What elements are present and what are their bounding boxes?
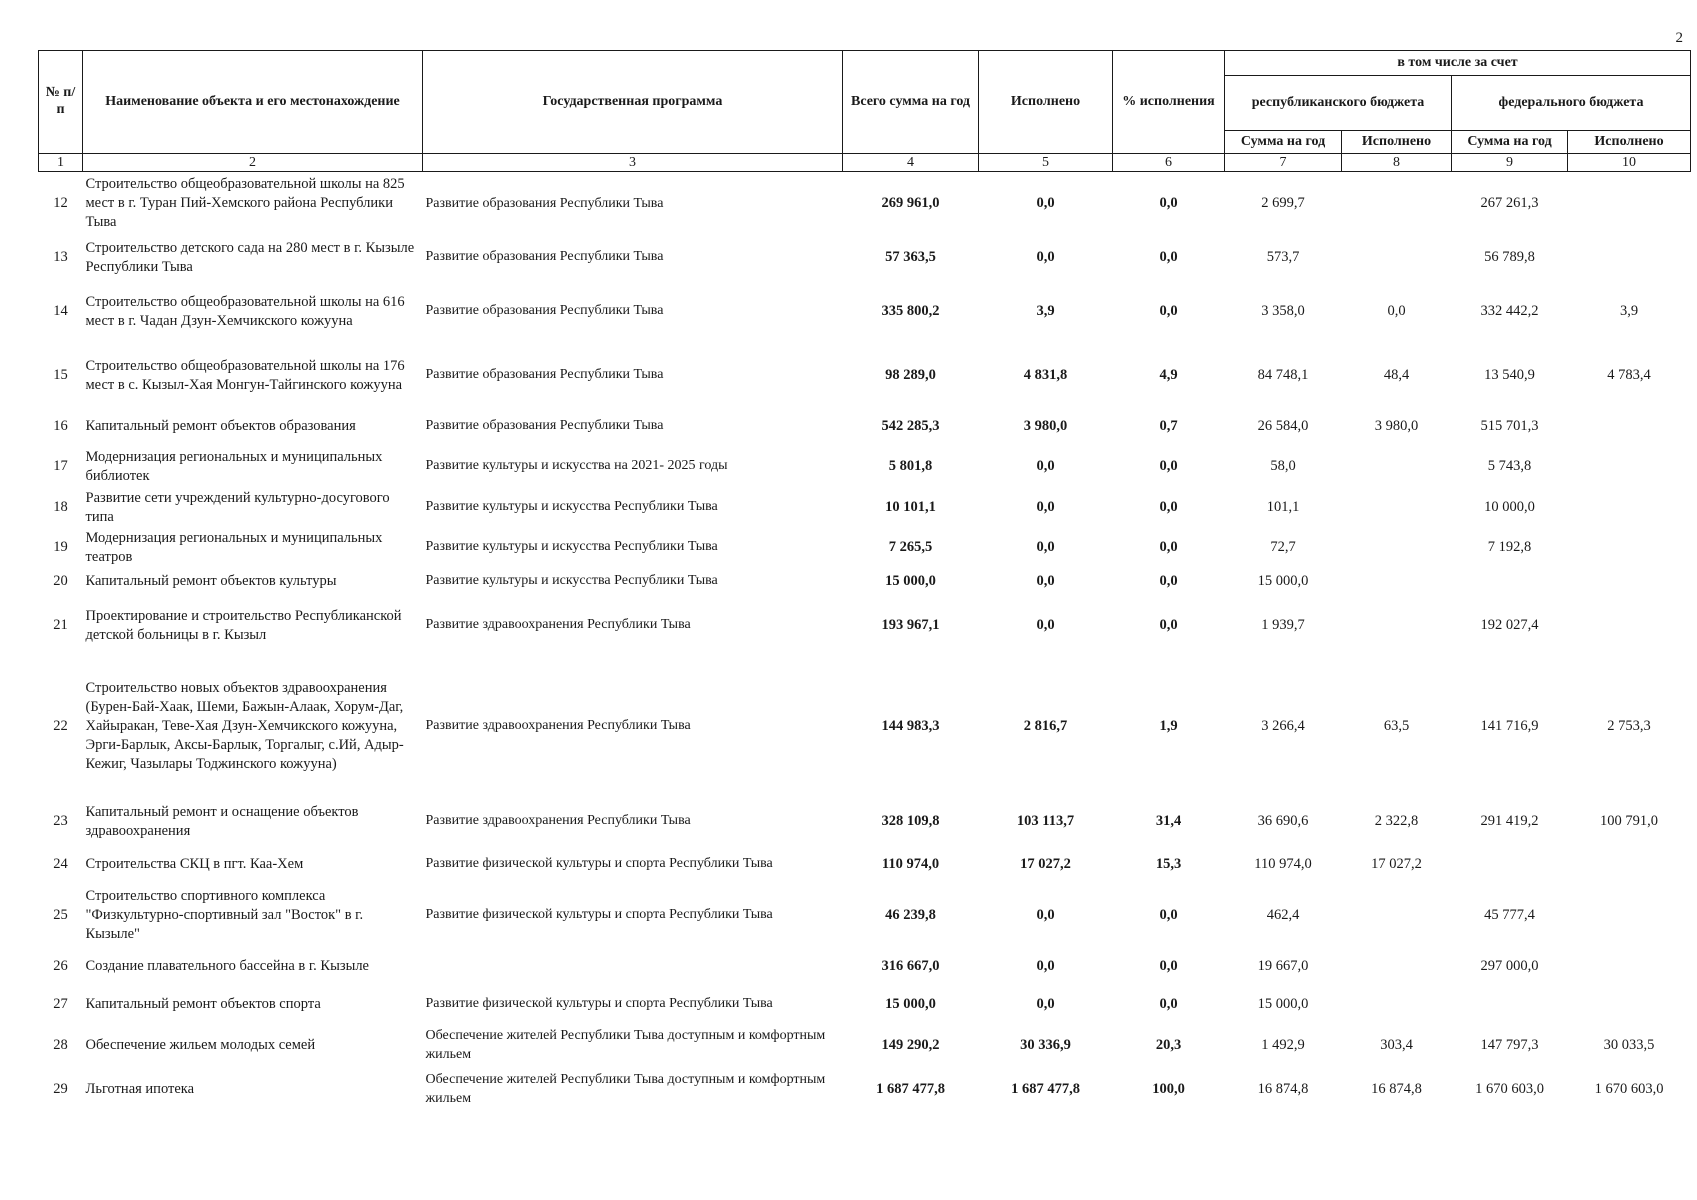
republic-sum: 15 000,0 xyxy=(1257,573,1309,590)
row-num: 26 xyxy=(53,958,68,975)
row-num: 22 xyxy=(53,718,68,735)
object-name: Модернизация региональных и муниципальных театров xyxy=(85,529,383,565)
execution-percent: 0,0 xyxy=(1159,958,1178,975)
total-sum: 110 974,0 xyxy=(881,856,940,873)
column-number: 6 xyxy=(1113,154,1225,172)
column-number: 1 xyxy=(39,154,83,172)
state-program: Развитие культуры и искусства на 2021- 2025 годы xyxy=(425,458,728,474)
table-row xyxy=(39,656,1691,798)
federal-sum: 7 192,8 xyxy=(1487,539,1532,556)
republic-sum: 72,7 xyxy=(1270,539,1296,556)
row-num: 21 xyxy=(53,617,68,634)
header-fed-sum: Сумма на год xyxy=(1452,131,1568,154)
federal-sum: 192 027,4 xyxy=(1480,617,1539,634)
row-num: 17 xyxy=(53,458,68,475)
state-program: Развитие культуры и искусства Республики Тыва xyxy=(425,539,718,555)
total-sum: 57 363,5 xyxy=(885,249,936,266)
object-name: Капитальный ремонт и оснащение объектов здравоохранения xyxy=(85,803,359,839)
federal-executed xyxy=(1568,408,1691,446)
federal-sum: 332 442,2 xyxy=(1480,303,1539,320)
republic-executed: 3 980,0 xyxy=(1374,418,1419,435)
executed-sum: 0,0 xyxy=(1036,195,1055,212)
federal-sum: 515 701,3 xyxy=(1480,418,1539,435)
row-num: 28 xyxy=(53,1037,68,1054)
republic-executed: 17 027,2 xyxy=(1371,856,1422,873)
executed-sum: 3,9 xyxy=(1036,303,1055,320)
republic-executed: 2 322,8 xyxy=(1374,813,1419,830)
column-number: 10 xyxy=(1568,154,1691,172)
state-program: Обеспечение жителей Республики Тыва доступным и комфортным жильем xyxy=(425,1028,826,1062)
state-program xyxy=(423,948,843,986)
republic-executed xyxy=(1342,488,1452,528)
republic-executed xyxy=(1342,172,1452,236)
table-row xyxy=(39,280,1691,344)
header-total: Всего сумма на год xyxy=(843,51,979,154)
state-program: Развитие образования Республики Тыва xyxy=(425,303,664,319)
executed-sum: 2 816,7 xyxy=(1023,718,1068,735)
table-row xyxy=(39,446,1691,488)
executed-sum: 0,0 xyxy=(1036,499,1055,516)
column-number: 3 xyxy=(423,154,843,172)
republic-executed xyxy=(1342,528,1452,568)
table-row xyxy=(39,172,1691,236)
state-program: Обеспечение жителей Республики Тыва доступным и комфортным жильем xyxy=(425,1072,826,1106)
republic-sum: 15 000,0 xyxy=(1257,996,1309,1013)
republic-sum: 110 974,0 xyxy=(1254,856,1312,873)
header-rep-sum: Сумма на год xyxy=(1225,131,1342,154)
total-sum: 328 109,8 xyxy=(881,813,940,830)
table-row xyxy=(39,488,1691,528)
object-name: Строительство общеобразовательной школы на 825 мест в г. Туран Пий-Хемского района Республики Тыва xyxy=(85,176,405,231)
republic-executed: 16 874,8 xyxy=(1371,1081,1422,1098)
total-sum: 98 289,0 xyxy=(885,367,936,384)
executed-sum: 4 831,8 xyxy=(1023,367,1068,384)
total-sum: 269 961,0 xyxy=(881,195,940,212)
republic-executed xyxy=(1342,568,1452,596)
table-row xyxy=(39,986,1691,1024)
state-program: Развитие здравоохранения Республики Тыва xyxy=(425,617,691,633)
row-num: 15 xyxy=(53,367,68,384)
state-program: Развитие культуры и искусства Республики Тыва xyxy=(425,499,718,515)
republic-sum: 19 667,0 xyxy=(1257,958,1309,975)
object-name: Льготная ипотека xyxy=(85,1081,195,1098)
object-name: Создание плавательного бассейна в г. Кызыле xyxy=(85,958,369,975)
republic-sum: 26 584,0 xyxy=(1257,418,1309,435)
row-num: 16 xyxy=(53,418,68,435)
header-program: Государственная программа xyxy=(423,51,843,154)
row-num: 24 xyxy=(53,856,68,873)
row-num: 12 xyxy=(53,195,68,212)
header-num: № п/п xyxy=(39,51,83,154)
federal-sum: 147 797,3 xyxy=(1480,1037,1539,1054)
object-name: Капитальный ремонт объектов спорта xyxy=(85,996,321,1013)
republic-executed xyxy=(1342,596,1452,656)
state-program: Развитие здравоохранения Республики Тыва xyxy=(425,718,691,734)
federal-sum: 45 777,4 xyxy=(1484,907,1535,924)
total-sum: 15 000,0 xyxy=(885,573,936,590)
republic-sum: 58,0 xyxy=(1270,458,1296,475)
execution-percent: 1,9 xyxy=(1159,718,1178,735)
execution-percent: 20,3 xyxy=(1155,1037,1182,1054)
republic-executed xyxy=(1342,236,1452,280)
table-row xyxy=(39,798,1691,846)
federal-sum: 297 000,0 xyxy=(1480,958,1539,975)
republic-sum: 36 690,6 xyxy=(1257,813,1309,830)
federal-sum xyxy=(1452,846,1568,884)
executed-sum: 30 336,9 xyxy=(1020,1037,1071,1054)
header-rep-exec: Исполнено xyxy=(1342,131,1452,154)
republic-sum: 3 358,0 xyxy=(1261,303,1305,320)
column-number: 8 xyxy=(1342,154,1452,172)
total-sum: 15 000,0 xyxy=(885,996,936,1013)
header-federal-budget: федерального бюджета xyxy=(1452,76,1691,131)
executed-sum: 0,0 xyxy=(1036,573,1055,590)
executed-sum: 0,0 xyxy=(1036,617,1055,634)
object-name: Строительство общеобразовательной школы на 616 мест в г. Чадан Дзун-Хемчикского кожууна xyxy=(85,293,405,329)
object-name: Капитальный ремонт объектов культуры xyxy=(85,573,337,590)
execution-percent: 0,0 xyxy=(1159,539,1178,556)
column-number: 2 xyxy=(83,154,423,172)
state-program: Развитие образования Республики Тыва xyxy=(425,249,664,265)
republic-executed: 0,0 xyxy=(1387,303,1406,320)
table-row xyxy=(39,846,1691,884)
total-sum: 335 800,2 xyxy=(881,303,940,320)
execution-percent: 100,0 xyxy=(1152,1081,1185,1098)
object-name: Модернизация региональных и муниципальных библиотек xyxy=(85,448,383,484)
total-sum: 542 285,3 xyxy=(881,418,940,435)
federal-executed xyxy=(1568,596,1691,656)
header-including: в том числе за счет xyxy=(1225,51,1691,76)
republic-sum: 16 874,8 xyxy=(1257,1081,1309,1098)
state-program: Развитие образования Республики Тыва xyxy=(425,367,664,383)
federal-executed: 30 033,5 xyxy=(1603,1037,1655,1054)
federal-executed xyxy=(1568,986,1691,1024)
total-sum: 316 667,0 xyxy=(881,958,940,975)
state-program: Развитие образования Республики Тыва xyxy=(425,418,664,434)
page-number: 2 xyxy=(1675,30,1683,46)
object-name: Строительство новых объектов здравоохранения (Бурен-Бай-Хаак, Шеми, Бажын-Алаак, Хорум-Даг, Хайыракан, Теве-Хая Дзун-Хемчикского кожууна, Эрги-Барлык, Аксы-Барлык, Торгалыг, с.Ий, Адыр-Кежиг, Чазылары Тоджинского кожууна) xyxy=(85,680,404,772)
table-row xyxy=(39,1068,1691,1112)
header-republic-budget: республиканского бюджета xyxy=(1225,76,1452,131)
federal-executed xyxy=(1568,528,1691,568)
total-sum: 144 983,3 xyxy=(881,718,940,735)
executed-sum: 1 687 477,8 xyxy=(1011,1081,1080,1098)
row-num: 23 xyxy=(53,813,68,830)
republic-executed xyxy=(1342,986,1452,1024)
column-number: 4 xyxy=(843,154,979,172)
table-row xyxy=(39,344,1691,408)
republic-sum: 101,1 xyxy=(1266,499,1300,516)
federal-executed xyxy=(1568,948,1691,986)
republic-executed: 48,4 xyxy=(1383,367,1410,384)
table-row xyxy=(39,884,1691,948)
executed-sum: 3 980,0 xyxy=(1023,418,1068,435)
row-num: 27 xyxy=(53,996,68,1013)
state-program: Развитие физической культуры и спорта Республики Тыва xyxy=(425,996,773,1012)
executed-sum: 17 027,2 xyxy=(1020,856,1071,873)
total-sum: 10 101,1 xyxy=(885,499,936,516)
row-num: 13 xyxy=(53,249,68,266)
executed-sum: 0,0 xyxy=(1036,958,1055,975)
execution-percent: 0,0 xyxy=(1159,195,1178,212)
header-executed: Исполнено xyxy=(979,51,1113,154)
total-sum: 46 239,8 xyxy=(885,907,936,924)
executed-sum: 0,0 xyxy=(1036,249,1055,266)
table-row xyxy=(39,568,1691,596)
federal-executed xyxy=(1568,568,1691,596)
republic-sum: 573,7 xyxy=(1266,249,1300,266)
table-row xyxy=(39,1024,1691,1068)
table-row xyxy=(39,948,1691,986)
federal-sum: 5 743,8 xyxy=(1487,458,1532,475)
object-name: Строительство детского сада на 280 мест в г. Кызыле Республики Тыва xyxy=(85,239,415,275)
object-name: Развитие сети учреждений культурно-досугового типа xyxy=(85,489,390,525)
republic-executed xyxy=(1342,446,1452,488)
execution-percent: 0,0 xyxy=(1159,499,1178,516)
row-num: 19 xyxy=(53,539,68,556)
total-sum: 1 687 477,8 xyxy=(876,1081,945,1098)
header-percent: % исполнения xyxy=(1113,51,1225,154)
total-sum: 7 265,5 xyxy=(888,539,933,556)
federal-sum: 1 670 603,0 xyxy=(1475,1081,1544,1098)
federal-sum: 141 716,9 xyxy=(1480,718,1539,735)
execution-percent: 4,9 xyxy=(1159,367,1178,384)
execution-percent: 0,7 xyxy=(1159,418,1178,435)
republic-sum: 84 748,1 xyxy=(1257,367,1309,384)
federal-sum xyxy=(1452,568,1568,596)
federal-sum: 56 789,8 xyxy=(1484,249,1535,266)
state-program: Развитие образования Республики Тыва xyxy=(425,195,664,211)
executed-sum: 103 113,7 xyxy=(1016,813,1075,830)
executed-sum: 0,0 xyxy=(1036,458,1055,475)
execution-percent: 0,0 xyxy=(1159,458,1178,475)
object-name: Обеспечение жильем молодых семей xyxy=(85,1037,316,1054)
object-name: Строительство спортивного комплекса "Физкультурно-спортивный зал "Восток" в г. Кызыле" xyxy=(85,888,364,942)
republic-executed: 63,5 xyxy=(1383,718,1410,735)
federal-executed: 4 783,4 xyxy=(1607,367,1651,384)
column-number: 9 xyxy=(1452,154,1568,172)
column-numbers-row xyxy=(39,154,1691,172)
execution-percent: 0,0 xyxy=(1159,907,1178,924)
header-fed-exec: Исполнено xyxy=(1568,131,1691,154)
federal-executed xyxy=(1568,846,1691,884)
state-program: Развитие физической культуры и спорта Республики Тыва xyxy=(425,856,773,872)
table-row xyxy=(39,528,1691,568)
table-row xyxy=(39,596,1691,656)
object-name: Строительства СКЦ в пгт. Каа-Хем xyxy=(85,856,304,873)
executed-sum: 0,0 xyxy=(1036,539,1055,556)
budget-table xyxy=(38,50,1691,1112)
column-number: 7 xyxy=(1225,154,1342,172)
state-program: Развитие здравоохранения Республики Тыва xyxy=(425,813,691,829)
execution-percent: 0,0 xyxy=(1159,249,1178,266)
federal-sum: 267 261,3 xyxy=(1480,195,1539,212)
execution-percent: 31,4 xyxy=(1155,813,1182,830)
republic-sum: 2 699,7 xyxy=(1261,195,1305,212)
republic-executed: 303,4 xyxy=(1380,1037,1413,1054)
row-num: 14 xyxy=(53,303,68,320)
federal-sum: 291 419,2 xyxy=(1480,813,1539,830)
federal-sum: 10 000,0 xyxy=(1484,499,1535,516)
executed-sum: 0,0 xyxy=(1036,907,1055,924)
executed-sum: 0,0 xyxy=(1036,996,1055,1013)
execution-percent: 15,3 xyxy=(1155,856,1182,873)
federal-executed xyxy=(1568,884,1691,948)
execution-percent: 0,0 xyxy=(1159,573,1178,590)
execution-percent: 0,0 xyxy=(1159,617,1178,634)
total-sum: 5 801,8 xyxy=(888,458,933,475)
table-row xyxy=(39,408,1691,446)
row-num: 18 xyxy=(53,499,68,516)
object-name: Строительство общеобразовательной школы на 176 мест в с. Кызыл-Хая Монгун-Тайгинского кожууна xyxy=(85,357,405,393)
total-sum: 149 290,2 xyxy=(881,1037,940,1054)
federal-executed xyxy=(1568,446,1691,488)
federal-executed: 3,9 xyxy=(1619,303,1639,320)
federal-executed xyxy=(1568,488,1691,528)
object-name: Проектирование и строительство Республиканской детской больницы в г. Кызыл xyxy=(85,607,402,643)
column-number: 5 xyxy=(979,154,1113,172)
row-num: 20 xyxy=(53,573,68,590)
republic-executed xyxy=(1342,884,1452,948)
federal-executed: 1 670 603,0 xyxy=(1594,1081,1664,1098)
republic-sum: 1 939,7 xyxy=(1261,617,1305,634)
row-num: 29 xyxy=(53,1081,68,1098)
state-program: Развитие физической культуры и спорта Республики Тыва xyxy=(425,907,773,923)
object-name: Капитальный ремонт объектов образования xyxy=(85,418,356,435)
header-name: Наименование объекта и его местонахождение xyxy=(83,51,423,154)
federal-executed xyxy=(1568,172,1691,236)
federal-sum xyxy=(1452,986,1568,1024)
federal-sum: 13 540,9 xyxy=(1484,367,1535,384)
state-program: Развитие культуры и искусства Республики Тыва xyxy=(425,573,718,589)
federal-executed: 2 753,3 xyxy=(1607,718,1651,735)
republic-executed xyxy=(1342,948,1452,986)
table-row xyxy=(39,236,1691,280)
federal-executed xyxy=(1568,236,1691,280)
federal-executed: 100 791,0 xyxy=(1600,813,1658,830)
execution-percent: 0,0 xyxy=(1159,303,1178,320)
republic-sum: 1 492,9 xyxy=(1261,1037,1305,1054)
republic-sum: 3 266,4 xyxy=(1261,718,1305,735)
row-num: 25 xyxy=(53,907,68,924)
republic-sum: 462,4 xyxy=(1266,907,1300,924)
execution-percent: 0,0 xyxy=(1159,996,1178,1013)
total-sum: 193 967,1 xyxy=(881,617,940,634)
